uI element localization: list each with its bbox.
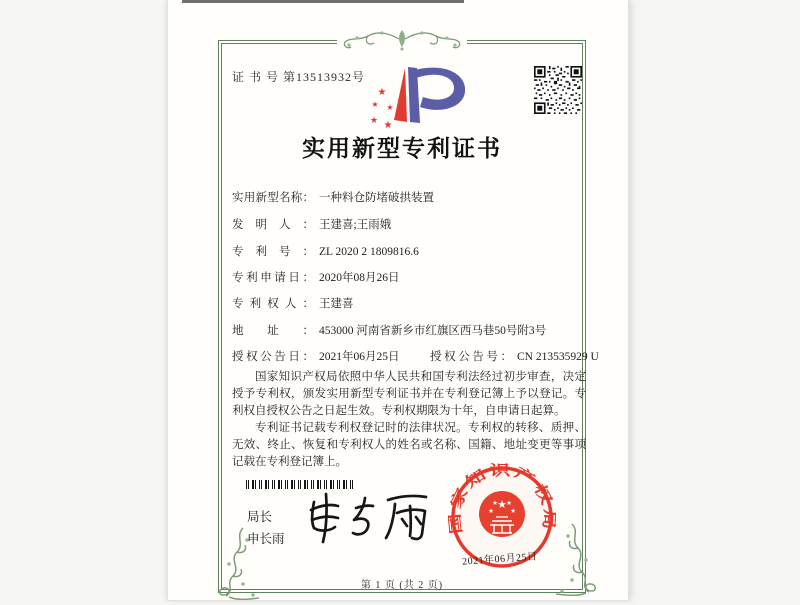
svg-text:★: ★ [370,116,379,126]
field-label: 发明人： [232,219,314,231]
field-label: 地址： [232,325,314,337]
seal-org-text: 国家知识产权局 [448,463,556,535]
page-number: 第 1 页 (共 2 页) [360,580,444,591]
field-label: 专利号： [232,246,314,258]
legal-paragraph-1: 国家知识产权局依照中华人民共和国专利法经过初步审查，决定授予专利权，颁发实用新型专利证书并在专利登记簿上予以登记。专利权自授权公告之日起生效。专利权期限为十年，自申请日起算。 [232,371,586,417]
svg-text:★: ★ [371,100,379,109]
cnipa-logo-icon [370,58,478,138]
director-signature [298,486,438,556]
field-patentee [232,295,588,311]
director-name: 申长雨 [247,532,285,546]
svg-text:★: ★ [377,87,387,98]
field-value: ZL 2020 2 1809816.6 [319,246,419,258]
field-value: 2020年08月26日 [319,272,400,284]
field-inventors [232,216,588,232]
svg-text:★: ★ [383,120,393,131]
photo-edge-artifact [182,0,464,3]
svg-text:★: ★ [492,499,498,507]
certificate-number: 证 书 号 第13513932号 [232,70,366,84]
field-grant-number [430,348,599,364]
field-label: 专利申请日： [232,272,314,284]
top-flourish-ornament [337,27,467,53]
field-value: 2021年06月25日 [319,351,400,363]
field-value: 一种料仓防堵破拱装置 [319,192,434,204]
field-filing-date [232,269,588,285]
qr-code [534,66,582,114]
svg-text:★: ★ [488,507,494,515]
field-value: CN 213535929 U [517,351,599,363]
director-title: 局长 [247,510,273,524]
seal-date: 2021年06月25日 [461,551,538,568]
svg-text:★: ★ [386,103,394,112]
field-value: 王建喜;王雨娥 [319,219,392,231]
certificate-title: 实用新型专利证书 [302,136,502,161]
field-utility-model-name [232,189,588,205]
field-address [232,322,588,338]
field-label: 授权公告号： [430,351,512,363]
legal-text [232,369,586,471]
field-value: 王建喜 [319,298,354,310]
official-seal [448,463,556,575]
field-label: 授权公告日： [232,351,314,363]
field-label: 专利权人： [232,298,314,310]
field-value: 453000 河南省新乡市红旗区西马巷50号附3号 [319,325,547,337]
legal-paragraph-2: 专利证书记载专利权登记时的法律状况。专利权的转移、质押、无效、终止、恢复和专利权人的姓名或名称、国籍、地址变更等事项记载在专利登记簿上。 [232,422,586,468]
svg-text:★: ★ [497,498,507,511]
field-label: 实用新型名称： [232,192,314,204]
svg-text:★: ★ [506,499,512,507]
field-patent-number [232,243,588,259]
certificate-page [168,0,628,600]
field-grant-announcement [232,348,599,364]
svg-text:★: ★ [510,507,516,515]
national-emblem-icon [479,491,525,537]
